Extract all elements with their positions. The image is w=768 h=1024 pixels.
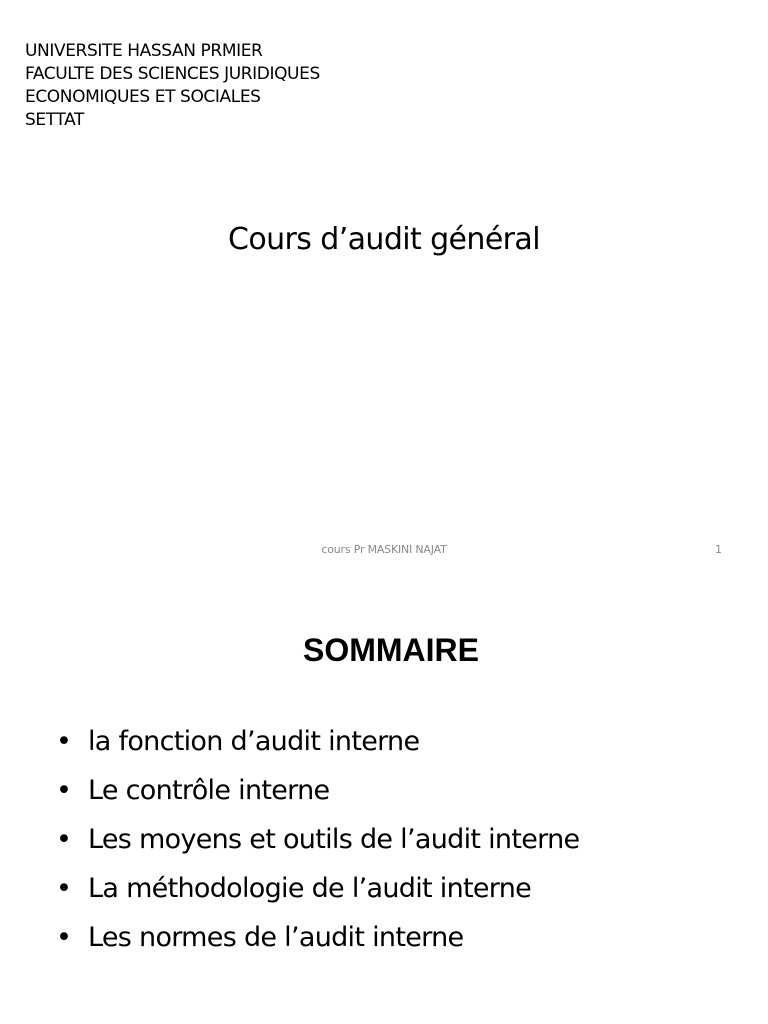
page-number: 1 [715,543,722,556]
list-item [56,922,579,971]
list-item [56,775,579,824]
list-item [56,873,579,922]
list-item-text: Les normes de l’audit interne [88,922,464,953]
header-line-faculty-cont: ECONOMIQUES ET SOCIALES [25,87,261,107]
bullet-icon: • [56,775,72,806]
course-title: Cours d’audit général [228,222,540,257]
header-line-faculty: FACULTE DES SCIENCES JURIDIQUES [25,64,320,84]
summary-list [56,726,579,971]
slide-summary [0,576,768,1024]
list-item [56,824,579,873]
list-item-text: la fonction d’audit interne [88,726,420,757]
list-item [56,726,579,775]
list-item-text: Le contrôle interne [88,775,330,806]
bullet-icon: • [56,873,72,904]
institution-header [25,40,320,132]
slide-footer: cours Pr MASKINI NAJAT [321,543,447,556]
list-item-text: Les moyens et outils de l’audit interne [88,824,580,855]
bullet-icon: • [56,824,72,855]
summary-title: SOMMAIRE [303,632,479,668]
list-item-text: La méthodologie de l’audit interne [88,873,532,904]
bullet-icon: • [56,726,72,757]
bullet-icon: • [56,922,72,953]
header-line-university: UNIVERSITE HASSAN PRMIER [25,41,263,61]
header-line-city: SETTAT [25,110,84,130]
